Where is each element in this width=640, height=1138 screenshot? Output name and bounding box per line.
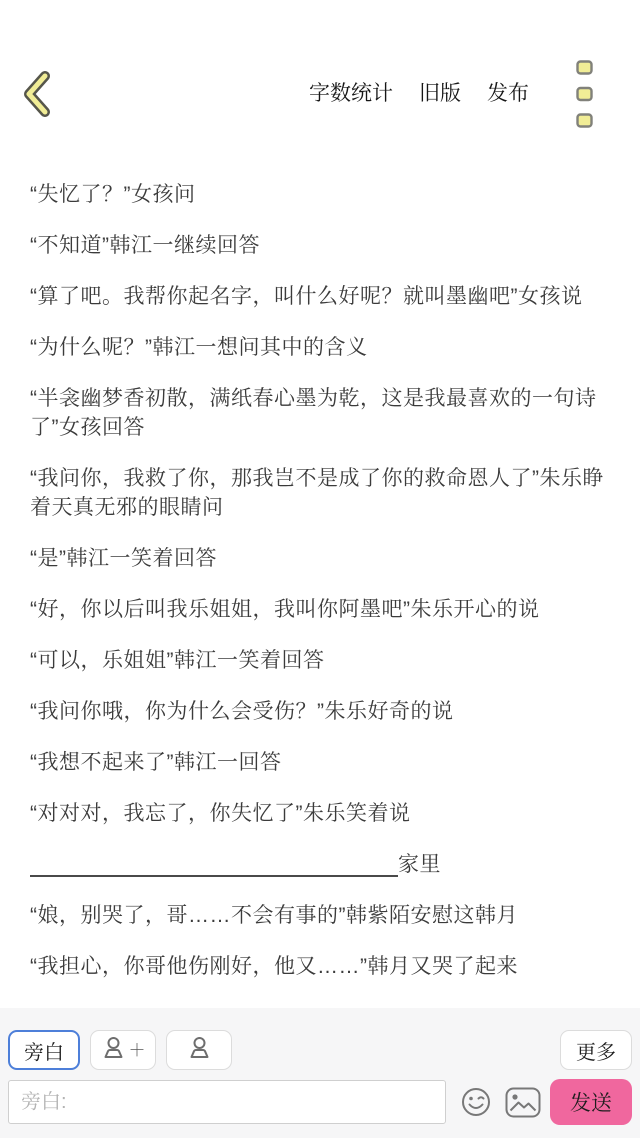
old-version-button[interactable]: 旧版: [419, 80, 461, 108]
emoji-button[interactable]: [460, 1086, 492, 1118]
story-paragraph: “我问你哦，你为什么会受伤？”朱乐好奇的说: [30, 700, 454, 723]
person-add-icon: [101, 1035, 126, 1066]
story-paragraph: “我想不起来了”韩江一回答: [30, 751, 282, 774]
story-paragraph: “半衾幽梦香初散，满纸春心墨为乾，这是我最喜欢的一句诗了”女孩回答: [30, 387, 597, 439]
story-paragraph: “对对对，我忘了，你失忆了”朱乐笑着说: [30, 802, 411, 825]
chevron-left-icon: [22, 105, 50, 120]
scene-divider-rule: [30, 853, 398, 877]
story-paragraph: “好，你以后叫我乐姐姐，我叫你阿墨吧”朱乐开心的说: [30, 598, 540, 621]
word-count-button[interactable]: 字数统计: [309, 80, 393, 108]
send-button[interactable]: 发送: [550, 1079, 632, 1125]
character-button[interactable]: [166, 1030, 232, 1070]
story-paragraph: “可以，乐姐姐”韩江一笑着回答: [30, 649, 325, 672]
more-button[interactable]: 更多: [560, 1030, 632, 1070]
top-bar: [0, 0, 640, 140]
scene-divider-label: 家里: [398, 853, 441, 876]
story-paragraph: “我担心，你哥他伤刚好，他又……”韩月又哭了起来: [30, 955, 518, 978]
story-content[interactable]: [30, 180, 612, 1003]
narration-input[interactable]: [8, 1080, 446, 1124]
publish-button[interactable]: 发布: [487, 80, 529, 108]
photo-icon: [505, 1106, 541, 1121]
story-paragraph: “娘，别哭了，哥……不会有事的”韩紫陌安慰这韩月: [30, 904, 518, 927]
story-paragraph: “算了吧。我帮你起名字，叫什么好呢？就叫墨幽吧”女孩说: [30, 285, 583, 308]
vertical-squares-menu-icon: [576, 116, 593, 131]
menu-button[interactable]: [576, 60, 593, 128]
composer-mode-toolbar: [0, 1008, 640, 1070]
bottom-panel: [0, 1008, 640, 1138]
header-actions: [309, 80, 529, 108]
composer-bar: [0, 1070, 640, 1125]
back-button[interactable]: [22, 71, 50, 117]
add-character-button[interactable]: [90, 1030, 156, 1070]
story-paragraph: “不知道”韩江一继续回答: [30, 234, 260, 257]
story-paragraph: “失忆了？”女孩问: [30, 183, 196, 206]
story-paragraph: “我问你，我救了你，那我岂不是成了你的救命恩人了”朱乐睁着天真无邪的眼睛问: [30, 467, 604, 519]
narration-mode-button[interactable]: 旁白: [8, 1030, 80, 1070]
photo-button[interactable]: [505, 1087, 541, 1118]
story-paragraph: “是”韩江一笑着回答: [30, 547, 217, 570]
plus-sign: ＋: [128, 1040, 146, 1060]
story-paragraph: “为什么呢？”韩江一想问其中的含义: [30, 336, 368, 359]
wink-smiley-icon: [460, 1106, 492, 1121]
person-icon: [187, 1035, 212, 1066]
scene-divider: [30, 850, 612, 879]
